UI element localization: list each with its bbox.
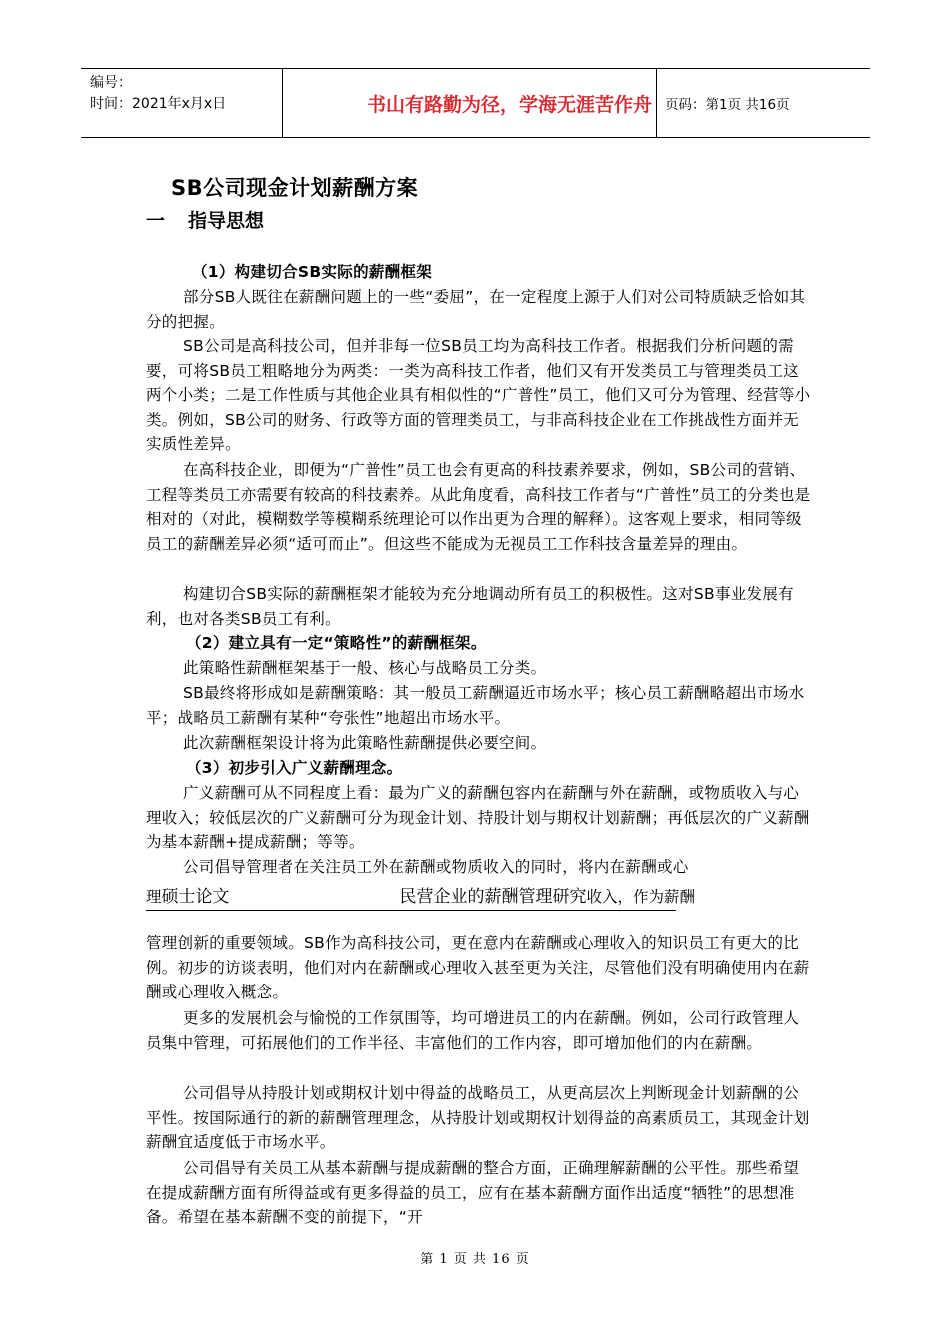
paragraph: 管理创新的重要领域。SB作为高科技公司，更在意内在薪酬或心理收入的知识员工有更大的比例。初步的访谈表明，他们对内在薪酬或心理收入甚至更为关注，尽管他们没有明确使用内在薪酬或心理收入概念。 — [146, 934, 810, 1001]
section-title: 指导思想 — [188, 210, 265, 232]
subheading-1: （1）构建切合SB实际的薪酬框架 — [192, 263, 433, 281]
paragraph: 部分SB人既往在薪酬问题上的一些“委屈”，在一定程度上源于人们对公司特质缺乏恰如其分的把握。 — [146, 288, 806, 331]
paragraph: 构建切合SB实际的薪酬框架才能较为充分地调动所有员工的积极性。这对SB事业发展有利，也对各类SB员工有利。 — [146, 585, 794, 628]
paragraph: SB公司是高科技公司，但并非每一位SB员工均为高科技工作者。根据我们分析问题的需要，可将SB员工粗略地分为两类：一类为高科技工作者，他们又有开发类员工与管理类员工这两个小类；二是工作性质与其他企业具有相似性的“广普性”员工，他们又可分为管理、经营等小类。例如，SB公司的财务、行政等方面的管理类员工，与非高科技企业在工作挑战性方面并无实质性差异。 — [146, 337, 811, 453]
paragraph: 广义薪酬可从不同程度上看：最为广义的薪酬包容内在薪酬与外在薪酬，或物质收入与心理收入；较低层次的广义薪酬可分为现金计划、持股计划与期权计划薪酬；再低层次的广义薪酬为基本薪酬+提成薪酬；等等。 — [146, 784, 810, 851]
time-label: 时间：2021年x月x日 — [90, 96, 227, 112]
paragraph: 此次薪酬框架设计将为此策略性薪酬提供必要空间。 — [183, 734, 547, 752]
page-header — [81, 68, 870, 138]
section-heading — [146, 206, 264, 233]
watermark-line — [146, 885, 814, 909]
watermark-topic: 民营企业的薪酬管理研究 — [399, 887, 587, 907]
paragraph: 公司倡导管理者在关注员工外在薪酬或物质收入的同时，将内在薪酬或心 — [183, 858, 689, 876]
header-divider — [656, 69, 657, 137]
subheading-2: （2）建立具有一定“策略性”的薪酬框架。 — [186, 634, 487, 652]
paragraph: 公司倡导从持股计划或期权计划中得益的战略员工，从更高层次上判断现金计划薪酬的公平性。按国际通行的新的薪酬管理理念，从持股计划或期权计划得益的高素质员工，其现金计划薪酬宜适度低于市场水平。 — [146, 1084, 810, 1151]
watermark-post: 收入，作为薪酬 — [586, 888, 696, 906]
header-page-info: 页码：第1页 共16页 — [665, 97, 790, 113]
section-number: 一 — [146, 210, 166, 232]
paragraph: 在高科技企业，即便为“广普性”员工也会有更高的科技素养要求，例如，SB公司的营销、工程等类员工亦需要有较高的科技素养。从此角度看，高科技工作者与“广普性”员工的分类也是相对的（对此，模糊数学等模糊系统理论可以作出更为合理的解释）。这客观上要求，相同等级员工的薪酬差异必须“适可而止”。但这些不能成为无视员工工作科技含量差异的理由。 — [146, 461, 811, 553]
header-meta — [90, 73, 226, 115]
paragraph: SB最终将形成如是薪酬策略：其一般员工薪酬逼近市场水平；核心员工薪酬略超出市场水平；战略员工薪酬有某种“夸张性”地超出市场水平。 — [146, 684, 805, 727]
paragraph: 公司倡导有关员工从基本薪酬与提成薪酬的整合方面，正确理解薪酬的公平性。那些希望在提成薪酬方面有所得益或有更多得益的员工，应有在基本薪酬方面作出适度“牺牲”的思想准备。希望在基本薪酬不变的前提下，“开 — [146, 1159, 800, 1226]
header-motto: 书山有路勤为径，学海无涯苦作舟 — [366, 93, 652, 116]
subheading-3: （3）初步引入广义薪酬理念。 — [186, 759, 403, 777]
paragraph: 更多的发展机会与愉悦的工作氛围等，均可增进员工的内在薪酬。例如，公司行政管理人员集中管理，可拓展他们的工作半径、丰富他们的工作内容，即可增加他们的内在薪酬。 — [146, 1009, 800, 1052]
watermark-pre: 理 — [146, 888, 162, 906]
number-label: 编号： — [90, 75, 132, 91]
document-title: SB公司现金计划薪酬方案 — [171, 176, 419, 200]
paragraph: 此策略性薪酬框架基于一般、核心与战略员工分类。 — [183, 659, 547, 677]
page-number: 第 1 页 共 16 页 — [420, 1252, 530, 1267]
watermark-underline — [146, 910, 676, 911]
watermark-thesis: 硕士论文 — [161, 887, 230, 907]
